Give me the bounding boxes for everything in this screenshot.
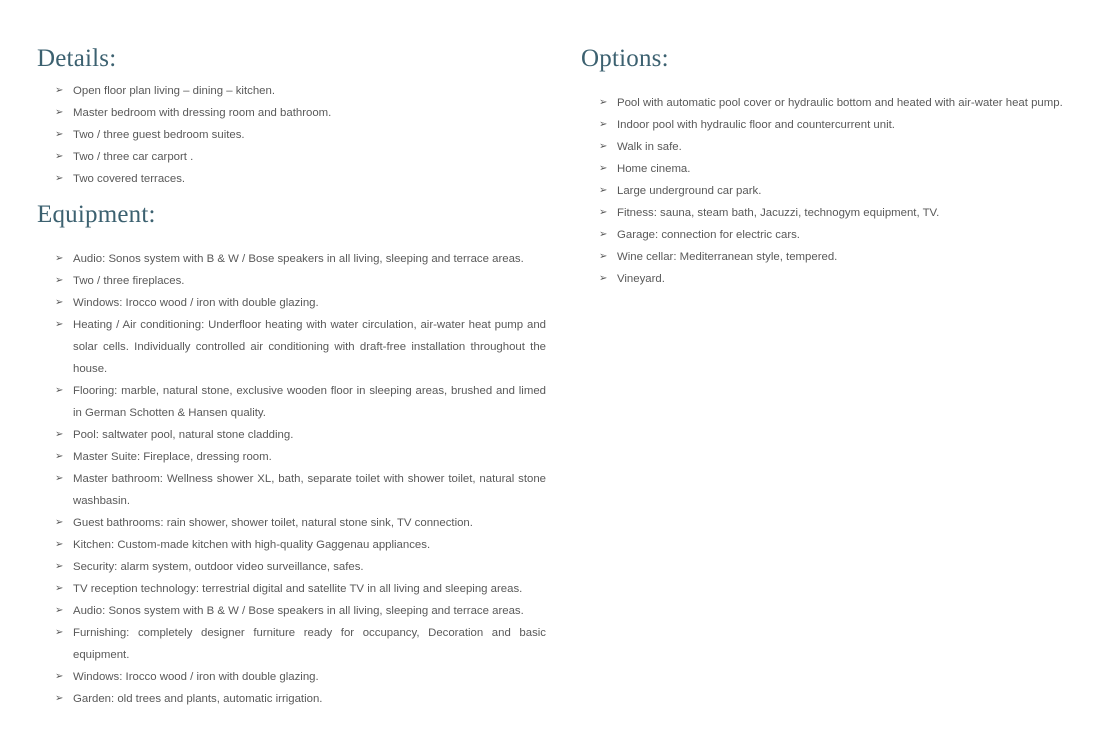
list-item-text: Heating / Air conditioning: Underfloor heating with water circulation, air-water heat pump and solar cells. Individually controlled air conditioning with draft-free installation throughout the house. (73, 319, 546, 375)
list-item-text: Fitness: sauna, steam bath, Jacuzzi, technogym equipment, TV. (617, 207, 940, 219)
list-item-text: Kitchen: Custom-made kitchen with high-quality Gaggenau appliances. (73, 539, 431, 551)
list-item (599, 158, 1079, 180)
list-item-text: Guest bathrooms: rain shower, shower toilet, natural stone sink, TV connection. (73, 517, 473, 529)
list-item-text: Furnishing: completely designer furniture ready for occupancy, Decoration and basic equipment. (73, 627, 546, 661)
arrow-bullet-icon: ➢ (55, 107, 64, 118)
equipment-heading: Equipment: (37, 201, 156, 228)
arrow-bullet-icon: ➢ (599, 207, 608, 218)
list-item-text: Home cinema. (617, 163, 691, 175)
list-item-text: Master bedroom with dressing room and bathroom. (73, 107, 332, 119)
list-item (599, 224, 1079, 246)
list-item-text: TV reception technology: terrestrial digital and satellite TV in all living and sleeping areas. (73, 583, 523, 595)
arrow-bullet-icon: ➢ (55, 385, 64, 396)
arrow-bullet-icon: ➢ (599, 251, 608, 262)
arrow-bullet-icon: ➢ (599, 163, 608, 174)
list-item-text: Two / three car carport . (73, 151, 194, 163)
list-item (55, 80, 546, 102)
arrow-bullet-icon: ➢ (55, 605, 64, 616)
arrow-bullet-icon: ➢ (55, 451, 64, 462)
arrow-bullet-icon: ➢ (599, 119, 608, 130)
list-item-text: Two covered terraces. (73, 173, 186, 185)
list-item-text: Audio: Sonos system with B & W / Bose speakers in all living, sleeping and terrace areas. (73, 253, 524, 265)
list-item (55, 512, 546, 534)
list-item (55, 380, 546, 424)
arrow-bullet-icon: ➢ (55, 173, 64, 184)
list-item (55, 446, 546, 468)
arrow-bullet-icon: ➢ (55, 693, 64, 704)
list-item-text: Indoor pool with hydraulic floor and countercurrent unit. (617, 119, 895, 131)
list-item-text: Flooring: marble, natural stone, exclusive wooden floor in sleeping areas, brushed and limed in German Schotten & Hansen quality. (73, 385, 546, 419)
list-item (55, 168, 546, 190)
arrow-bullet-icon: ➢ (55, 671, 64, 682)
list-item (55, 666, 546, 688)
details-list (55, 80, 546, 190)
list-item (55, 124, 546, 146)
list-item (599, 136, 1079, 158)
list-item (55, 146, 546, 168)
list-item-text: Pool: saltwater pool, natural stone cladding. (73, 429, 294, 441)
list-item-text: Two / three guest bedroom suites. (73, 129, 245, 141)
arrow-bullet-icon: ➢ (55, 319, 64, 330)
options-heading: Options: (581, 45, 669, 72)
list-item (55, 600, 546, 622)
arrow-bullet-icon: ➢ (55, 85, 64, 96)
list-item (55, 314, 546, 380)
list-item (55, 270, 546, 292)
list-item (55, 468, 546, 512)
arrow-bullet-icon: ➢ (55, 429, 64, 440)
arrow-bullet-icon: ➢ (55, 151, 64, 162)
arrow-bullet-icon: ➢ (599, 229, 608, 240)
list-item (55, 534, 546, 556)
list-item (55, 622, 546, 666)
list-item (599, 92, 1079, 114)
list-item (599, 202, 1079, 224)
list-item-text: Garage: connection for electric cars. (617, 229, 800, 241)
arrow-bullet-icon: ➢ (55, 297, 64, 308)
list-item-text: Vineyard. (617, 273, 665, 285)
arrow-bullet-icon: ➢ (55, 253, 64, 264)
list-item (599, 246, 1079, 268)
details-heading: Details: (37, 45, 117, 72)
list-item (55, 424, 546, 446)
list-item (55, 102, 546, 124)
list-item (599, 180, 1079, 202)
arrow-bullet-icon: ➢ (599, 273, 608, 284)
list-item (55, 556, 546, 578)
options-list (599, 92, 1079, 290)
list-item-text: Windows: Irocco wood / iron with double glazing. (73, 297, 319, 309)
arrow-bullet-icon: ➢ (599, 97, 608, 108)
arrow-bullet-icon: ➢ (55, 517, 64, 528)
list-item-text: Wine cellar: Mediterranean style, tempered. (617, 251, 838, 263)
arrow-bullet-icon: ➢ (55, 473, 64, 484)
list-item (55, 688, 546, 710)
list-item-text: Open floor plan living – dining – kitchen. (73, 85, 275, 97)
list-item (599, 114, 1079, 136)
list-item-text: Two / three fireplaces. (73, 275, 185, 287)
arrow-bullet-icon: ➢ (55, 561, 64, 572)
list-item (599, 268, 1079, 290)
list-item (55, 578, 546, 600)
arrow-bullet-icon: ➢ (55, 583, 64, 594)
equipment-list (55, 248, 546, 710)
list-item-text: Security: alarm system, outdoor video surveillance, safes. (73, 561, 364, 573)
list-item (55, 292, 546, 314)
list-item-text: Garden: old trees and plants, automatic irrigation. (73, 693, 323, 705)
list-item-text: Windows: Irocco wood / iron with double glazing. (73, 671, 319, 683)
arrow-bullet-icon: ➢ (599, 185, 608, 196)
list-item (55, 248, 546, 270)
arrow-bullet-icon: ➢ (55, 129, 64, 140)
list-item-text: Master Suite: Fireplace, dressing room. (73, 451, 272, 463)
arrow-bullet-icon: ➢ (599, 141, 608, 152)
list-item-text: Pool with automatic pool cover or hydraulic bottom and heated with air-water heat pump. (617, 97, 1063, 109)
arrow-bullet-icon: ➢ (55, 627, 64, 638)
list-item-text: Large underground car park. (617, 185, 762, 197)
arrow-bullet-icon: ➢ (55, 275, 64, 286)
list-item-text: Audio: Sonos system with B & W / Bose speakers in all living, sleeping and terrace areas. (73, 605, 524, 617)
arrow-bullet-icon: ➢ (55, 539, 64, 550)
list-item-text: Walk in safe. (617, 141, 682, 153)
list-item-text: Master bathroom: Wellness shower XL, bath, separate toilet with shower toilet, natural stone washbasin. (73, 473, 546, 507)
